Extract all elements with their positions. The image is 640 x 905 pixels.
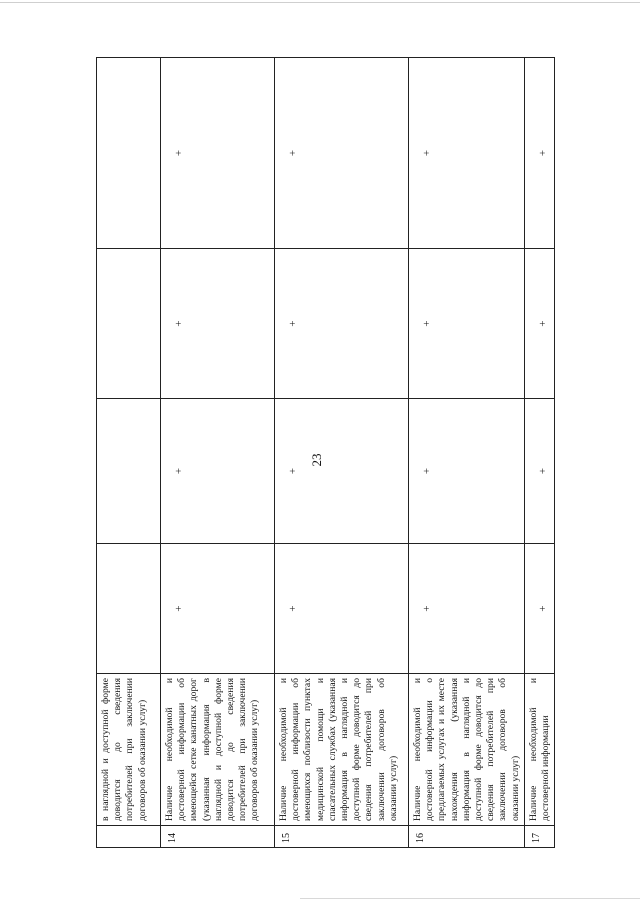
mark-cell: + bbox=[275, 249, 409, 399]
table-row bbox=[161, 58, 275, 848]
rotated-table-container bbox=[96, 58, 552, 848]
mark-cell: + bbox=[525, 399, 555, 544]
mark-cell: + bbox=[525, 544, 555, 674]
mark-cell: + bbox=[409, 399, 525, 544]
table-row bbox=[97, 58, 161, 848]
requirements-table bbox=[96, 57, 555, 848]
mark-cell: + bbox=[275, 58, 409, 249]
mark-cell: + bbox=[161, 544, 275, 674]
mark-cell bbox=[97, 58, 161, 249]
criterion-text: в наглядной и доступной форме доводится до сведения потребителей при заключении договоров об оказании услуг) bbox=[97, 674, 161, 826]
table-row bbox=[409, 58, 525, 848]
criterion-text: Наличие необходимой и достоверной информации об имеющихся поблизости пунктах медицинской помощи и спасательных службах (указанная информация в наглядной и доступной форме доводится до сведения потребителей при заключении договоров об оказании услуг) bbox=[275, 674, 409, 826]
mark-cell: + bbox=[409, 544, 525, 674]
scan-edge-bottom bbox=[300, 898, 640, 899]
mark-cell: + bbox=[525, 58, 555, 249]
mark-cell: + bbox=[409, 58, 525, 249]
mark-cell: + bbox=[161, 58, 275, 249]
mark-cell bbox=[97, 544, 161, 674]
mark-cell bbox=[97, 249, 161, 399]
page-number: 23 bbox=[309, 453, 324, 467]
scan-edge-top bbox=[0, 2, 640, 3]
row-number: 14 bbox=[161, 826, 275, 848]
mark-cell: + bbox=[275, 544, 409, 674]
mark-cell: + bbox=[525, 249, 555, 399]
row-number bbox=[97, 826, 161, 848]
criterion-text: Наличие необходимой и достоверной информации bbox=[525, 674, 555, 826]
mark-cell: + bbox=[161, 249, 275, 399]
table-row bbox=[525, 58, 555, 848]
row-number: 17 bbox=[525, 826, 555, 848]
criterion-text: Наличие необходимой и достоверной информации об имеющейся сетке канатных дорог (указанная информация в наглядной и доступной форме доводится до сведения потребителей при заключении договоров об оказании услуг) bbox=[161, 674, 275, 826]
mark-cell: + bbox=[275, 399, 409, 544]
mark-cell: + bbox=[409, 249, 525, 399]
table-row bbox=[275, 58, 409, 848]
mark-cell bbox=[97, 399, 161, 544]
row-number: 16 bbox=[409, 826, 525, 848]
criterion-text: Наличие необходимой и достоверной информации о предлагаемых услугах и их месте нахождения (указанная информация в наглядной и доступной форме доводится до сведения потребителей при заключении договоров об оказании услуг) bbox=[409, 674, 525, 826]
row-number: 15 bbox=[275, 826, 409, 848]
mark-cell: + bbox=[161, 399, 275, 544]
